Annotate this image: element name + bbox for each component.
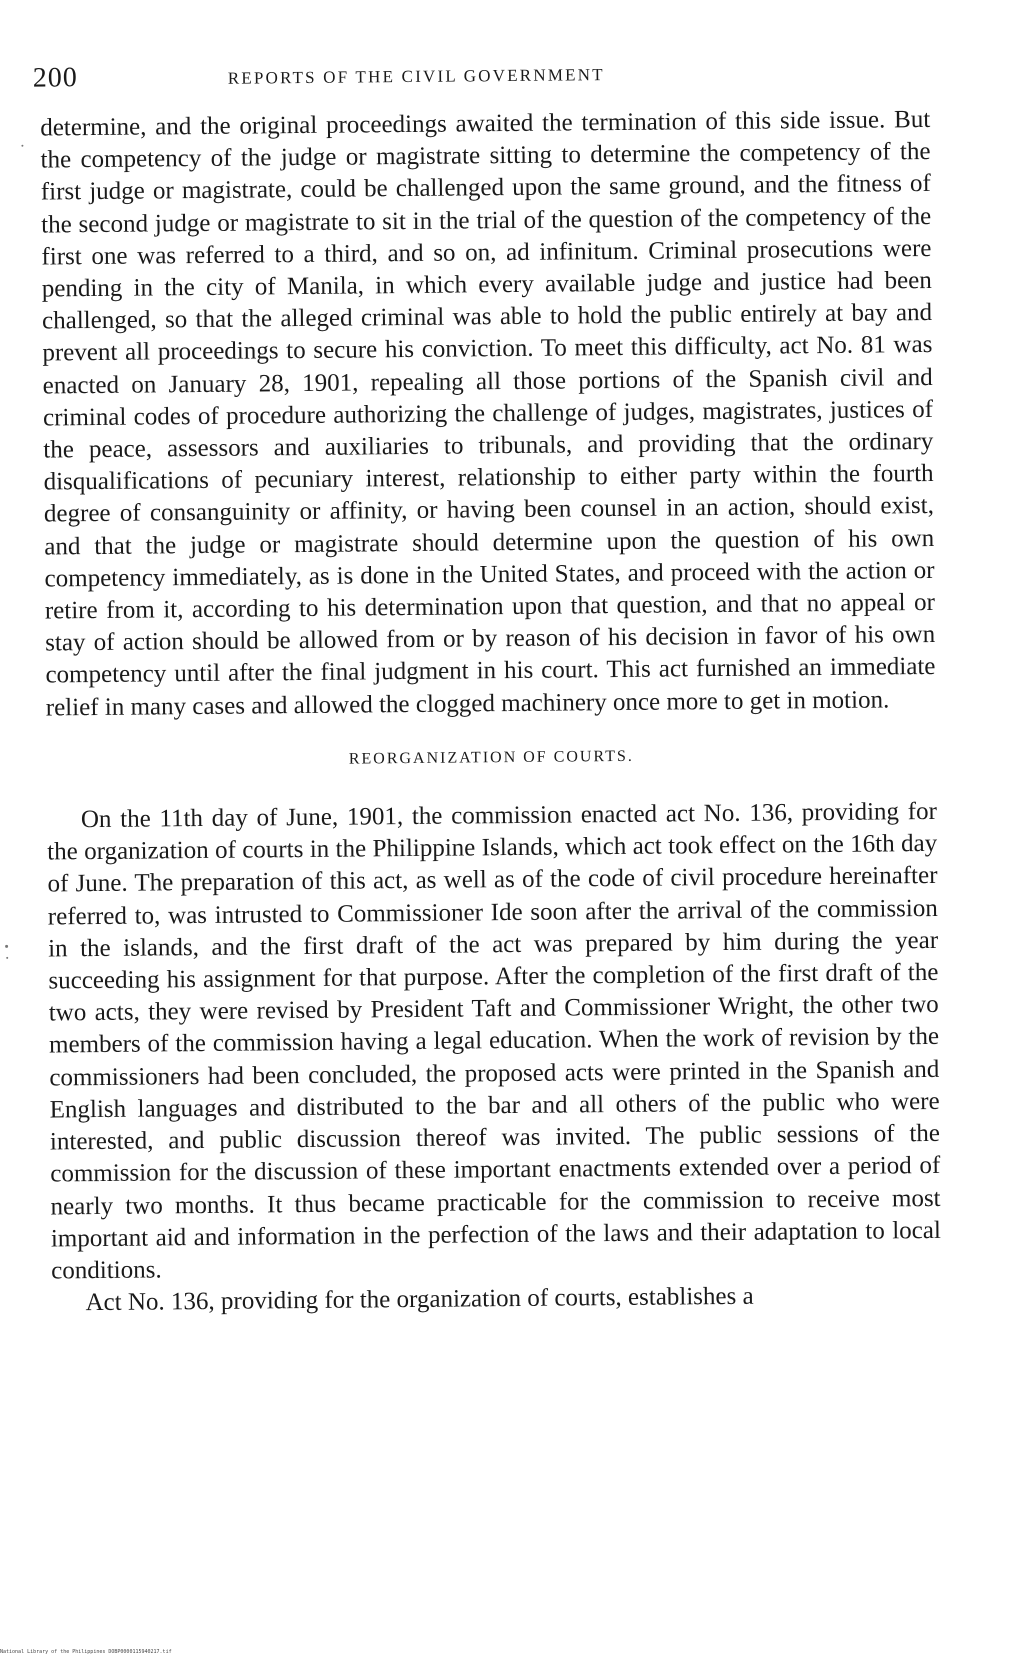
page-header: [33, 54, 933, 103]
running-head: REPORTS OF THE CIVIL GOVERNMENT: [227, 65, 605, 88]
paragraph-continued: determine, and the original proceedings awaited the termination of this side issue. But the competency of the judge or magistrate sitting to determine the competency of the first judge or magistrate, could be challenged upon the same ground, and the fitness of the second judge or magistrate to sit in the trial of the question of the competency of the first one was referred to a third, and so on, ad infinitum. Criminal prosecutions were pending in the city of Manila, in which every available judge and justice had been challenged, so that the alleged criminal was able to hold the public entirely at bay and prevent all proceedings to secure his conviction. To meet this difficulty, act No. 81 was enacted on January 28, 1901, repealing all those portions of the Spanish civil and criminal codes of procedure authorizing the challenge of judges, magistrates, justices of the peace, assessors and auxiliaries to tribunals, and providing that the ordinary disqualifications of pecuniary interest, relationship to either party within the fourth degree of consanguinity or affinity, or having been counsel in an action, should exist, and that the judge or magistrate should determine upon the question of his own competency immediately, as is done in the United States, and proceed with the action or retire from it, according to his determination upon that question, and that no appeal or stay of action should be allowed from or by reason of his decision in favor of his own competency until after the final judgment in his court. This act furnished an immediate relief in many cases and allowed the clogged machinery once more to get in motion.: [40, 105, 936, 722]
scan-speck: [6, 957, 8, 959]
paragraph-last: Act No. 136, providing for the organization of courts, establishes a: [85, 1282, 754, 1317]
scan-credit: National Library of the Philippines DOBP0000115940217.tif: [0, 1649, 172, 1655]
scan-speck: [21, 145, 23, 147]
paragraph: On the 11th day of June, 1901, the commission enacted act No. 136, providing for the organization of courts in the Philippine Islands, which act took effect on the 16th day of June. The preparation of this act, as well as of the code of civil procedure hereinafter referred to, was intrusted to Commissioner Ide soon after the arrival of the commission in the islands, and the first draft of the act was prepared by him during the year succeeding his assignment for that purpose. After the completion of the first draft of the two acts, they were revised by President Taft and Commissioner Wright, the other two members of the commission having a legal education. When the work of revision by the commissioners had been concluded, the proposed acts were printed in the Spanish and English languages and distributed to the bar and all others of the public who were interested, and public discussion thereof was invited. The public sessions of the commission for the discussion of these important enactments extended over a period of nearly two months. It thus became practicable for the commission to receive most important aid and information in the perfection of the laws and their adaptation to local conditions.: [47, 798, 941, 1285]
section-heading: REORGANIZATION OF COURTS.: [348, 747, 634, 768]
scan-speck: [5, 945, 8, 948]
page-number: 200: [32, 62, 78, 94]
body-text: [40, 104, 942, 1320]
